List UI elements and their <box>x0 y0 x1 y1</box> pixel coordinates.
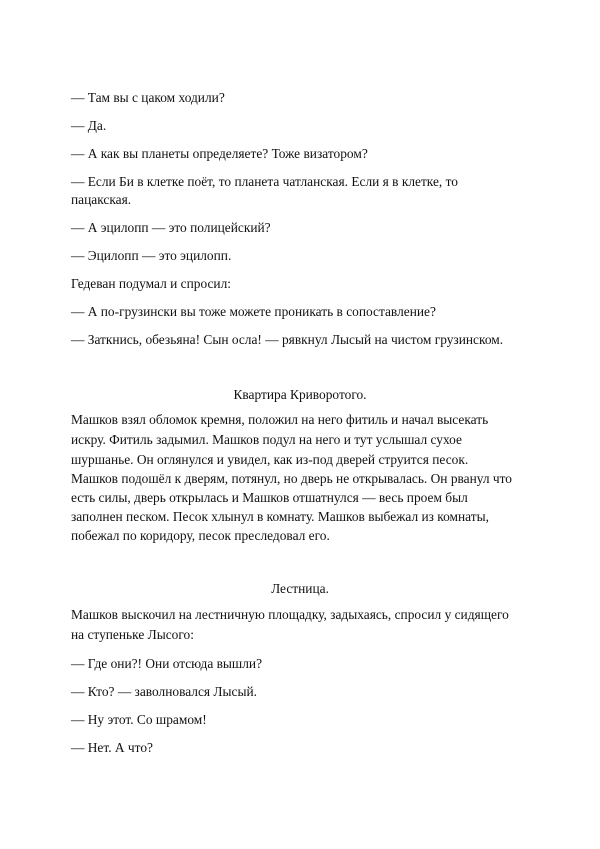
text-line: Гедеван подумал и спросил: <box>71 276 231 291</box>
text-line: — Если Би в клетке поёт, то планета чатланская. Если я в клетке, то <box>71 174 458 189</box>
text-line: — Нет. А что? <box>71 740 153 755</box>
section-heading: Квартира Криворотого. <box>233 387 367 402</box>
text-line: — Эцилопп — это эцилопп. <box>71 248 232 263</box>
paragraph-line: шуршанье. Он оглянулся и увидел, как из-под дверей струится песок. <box>71 452 469 467</box>
text-line: — Кто? — заволновался Лысый. <box>71 684 257 699</box>
text-line: пацакская. <box>71 192 132 207</box>
text-line: — Заткнись, обезьяна! Сын осла! — рявкнул Лысый на чистом грузинском. <box>71 332 504 347</box>
text-line: — Да. <box>71 118 107 133</box>
paragraph-line: на ступеньке Лысого: <box>71 627 194 642</box>
paragraph-line: есть силы, дверь открылась и Машков отшатнулся — весь проем был <box>71 490 468 505</box>
paragraph-line: заполнен песком. Песок хлынул в комнату. Машков выбежал из комнаты, <box>71 509 489 524</box>
text-line: — А эцилопп — это полицейский? <box>71 220 271 235</box>
section-heading: Лестница. <box>271 581 329 596</box>
text-line: — А по-грузински вы тоже можете проникать в сопоставление? <box>71 304 436 319</box>
paragraph-line: Машков выскочил на лестничную площадку, задыхаясь, спросил у сидящего <box>71 607 509 622</box>
paragraph-line: побежал по коридору, песок преследовал его. <box>71 528 330 543</box>
text-line: — Ну этот. Со шрамом! <box>71 712 207 727</box>
paragraph-line: Машков подошёл к дверям, потянул, но дверь не открывалась. Он рванул что <box>71 471 513 486</box>
text-line: — А как вы планеты определяете? Тоже визатором? <box>71 146 368 161</box>
paragraph-line: искру. Фитиль задымил. Машков подул на него и тут услышал сухое <box>71 432 462 447</box>
text-line: — Там вы с цаком ходили? <box>71 90 225 105</box>
paragraph-line: Машков взял обломок кремня, положил на него фитиль и начал высекать <box>71 412 489 427</box>
text-line: — Где они?! Они отсюда вышли? <box>71 656 263 671</box>
